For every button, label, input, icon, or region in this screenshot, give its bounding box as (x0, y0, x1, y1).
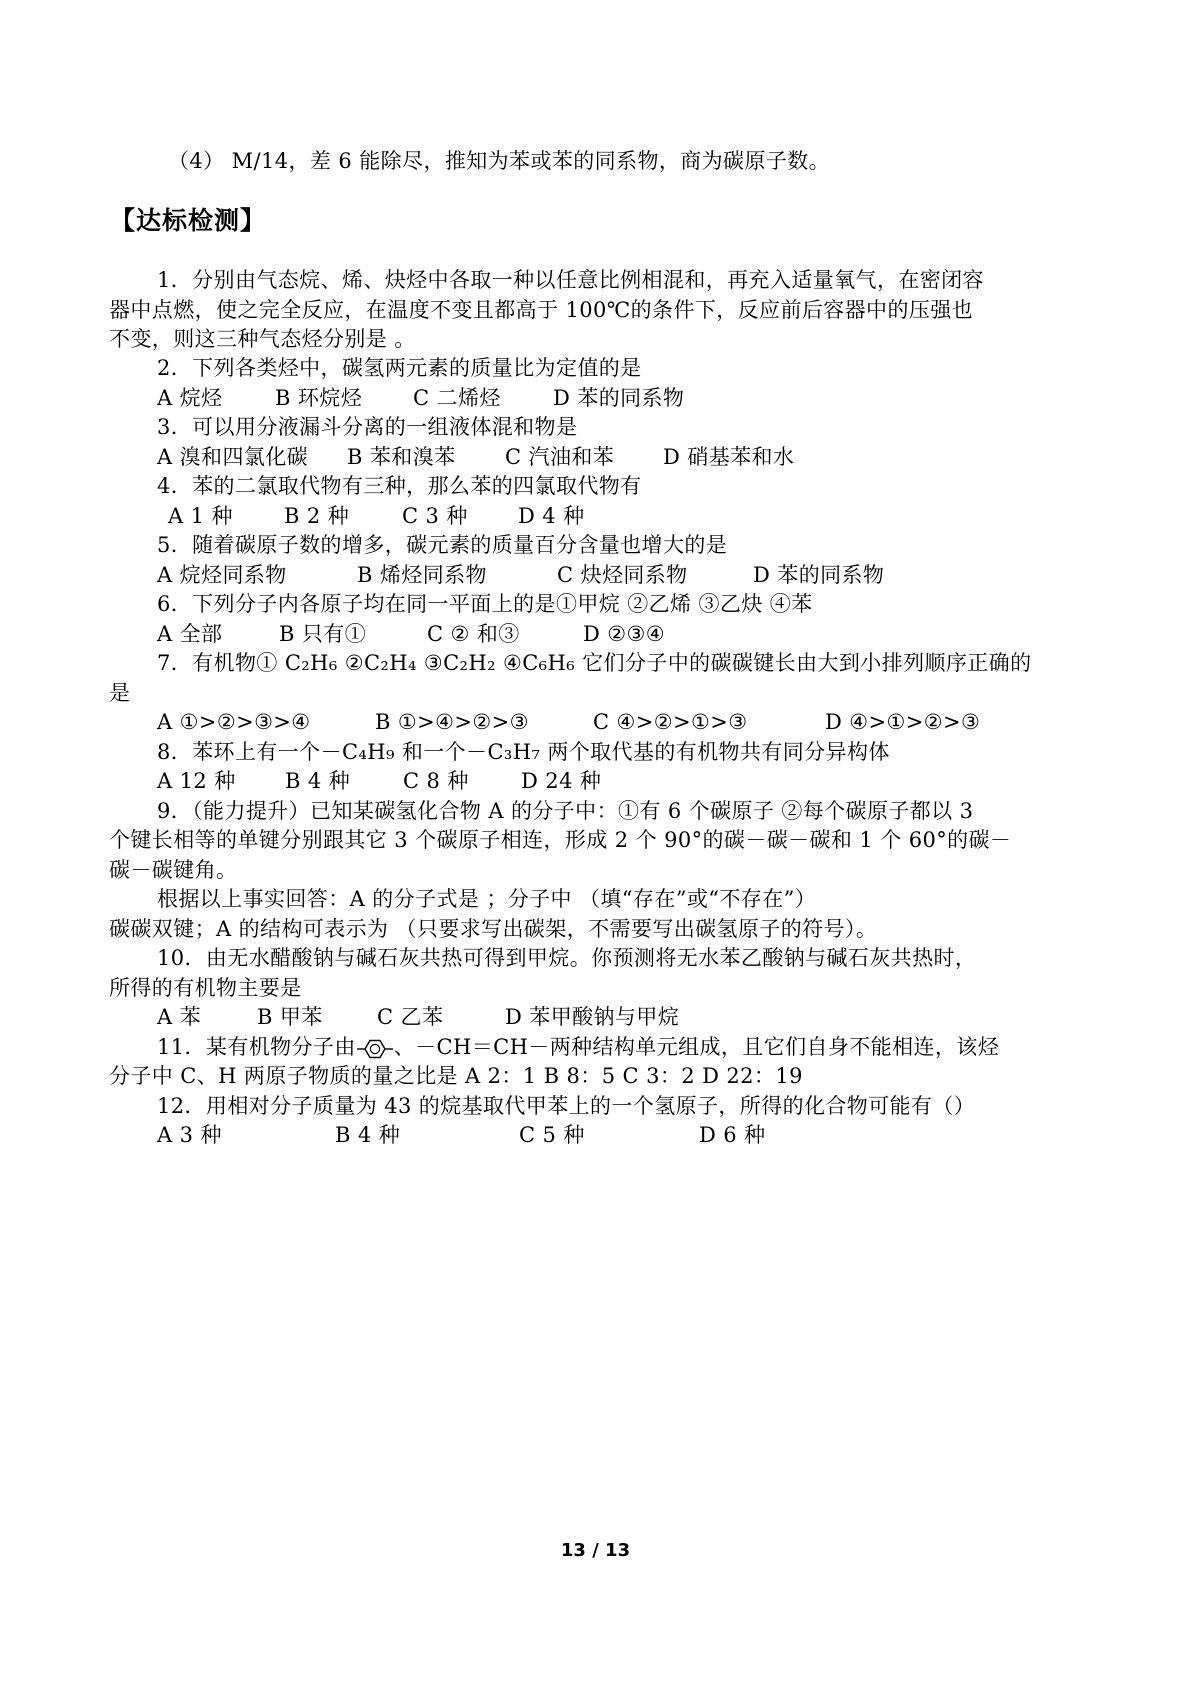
q3-option-c: C 汽油和苯 (505, 445, 615, 469)
q10-option-d: D 苯甲酸钠与甲烷 (505, 1005, 680, 1029)
q5-stem: 5．随着碳原子数的增多，碳元素的质量百分含量也增大的是 (157, 533, 728, 557)
q7-options (157, 709, 980, 735)
q10-options (157, 1004, 679, 1030)
q12-option-a: A 3 种 (157, 1123, 222, 1147)
q11-line2: 分子中 C、H 两原子物质的量之比是 A 2：1 B 8：5 C 3：2 D 22：19 (109, 1064, 803, 1088)
section-title: 【达标检测】 (110, 206, 267, 235)
q9-line3: 碳－碳键角。 (109, 858, 238, 882)
q2-stem: 2．下列各类烃中，碳氢两元素的质量比为定值的是 (157, 356, 642, 380)
q9-line1: 9．（能力提升）已知某碳氢化合物 A 的分子中：①有 6 个碳原子 ②每个碳原子都以 3 (157, 799, 974, 823)
q7-line2: 是 (109, 681, 131, 705)
q1-line2: 器中点燃，使之完全反应，在温度不变且都高于 100℃的条件下，反应前后容器中的压强也 (109, 298, 974, 322)
q11-line1-before: 11．某有机物分子由 (157, 1035, 356, 1059)
q2-option-b: B 环烷烃 (275, 386, 363, 410)
q1-line3: 不变，则这三种气态烃分别是 。 (109, 327, 416, 351)
q3-option-a: A 溴和四氯化碳 (157, 445, 309, 469)
q3-options (157, 444, 794, 470)
q6-option-b: B 只有① (279, 622, 367, 646)
q8-option-b: B 4 种 (285, 769, 351, 793)
q5-option-a: A 烷烃同系物 (157, 563, 287, 587)
q7-option-a: A ①>②>③>④ (157, 710, 311, 734)
q11-line1 (157, 1034, 999, 1061)
q8-options (157, 768, 601, 794)
q5-option-b: B 烯烃同系物 (357, 563, 487, 587)
q9-line2: 个键长相等的单键分别跟其它 3 个碳原子相连，形成 2 个 90°的碳－碳－碳和 1 个 60°的碳－ (109, 828, 1012, 852)
q4-option-b: B 2 种 (284, 504, 350, 528)
q11-line1-after: 、－CH＝CH－两种结构单元组成，且它们自身不能相连，该烃 (393, 1035, 1000, 1059)
q10-option-a: A 苯 (157, 1005, 202, 1029)
q12-option-d: D 6 种 (699, 1123, 766, 1147)
q5-option-c: C 炔烃同系物 (557, 563, 688, 587)
q10-line2: 所得的有机物主要是 (109, 976, 302, 1000)
q3-option-d: D 硝基苯和水 (663, 445, 795, 469)
q4-options (168, 503, 585, 529)
q2-option-d: D 苯的同系物 (553, 386, 685, 410)
q3-stem: 3．可以用分液漏斗分离的一组液体混和物是 (157, 415, 578, 439)
q3-option-b: B 苯和溴苯 (347, 445, 456, 469)
q7-option-d: D ④>①>②>③ (825, 710, 981, 734)
q2-option-a: A 烷烃 (157, 386, 223, 410)
q4-option-a: A 1 种 (168, 504, 233, 528)
previous-answer-4: （4） M/14，差 6 能除尽，推知为苯或苯的同系物，商为碳原子数。 (168, 149, 831, 173)
q4-stem: 4．苯的二氯取代物有三种，那么苯的四氯取代物有 (157, 474, 642, 498)
q6-options (157, 621, 665, 647)
q8-option-a: A 12 种 (157, 769, 236, 793)
q2-option-c: C 二烯烃 (413, 386, 501, 410)
q6-option-d: D ②③④ (583, 622, 665, 646)
q8-stem: 8．苯环上有一个－C₄H₉ 和一个－C₃H₇ 两个取代基的有机物共有同分异构体 (157, 740, 890, 764)
benzene-ring-icon (357, 1037, 393, 1061)
q4-option-c: C 3 种 (402, 504, 468, 528)
q1-line1: 1．分别由气态烷、烯、炔烃中各取一种以任意比例相混和，再充入适量氧气，在密闭容 (157, 268, 984, 292)
q2-options (157, 385, 684, 411)
q10-line1: 10．由无水醋酸钠与碱石灰共热可得到甲烷。你预测将无水苯乙酸钠与碱石灰共热时， (157, 946, 977, 970)
q9-line4: 根据以上事实回答：A 的分子式是 ；分子中 （填“存在”或“不存在”） (157, 887, 817, 911)
q7-option-c: C ④>②>①>③ (593, 710, 748, 734)
q10-option-b: B 甲苯 (257, 1005, 323, 1029)
page-number: 13 / 13 (560, 1540, 631, 1561)
q6-stem: 6．下列分子内各原子均在同一平面上的是①甲烷 ②乙烯 ③乙炔 ④苯 (157, 592, 813, 616)
q12-stem: 12．用相对分子质量为 43 的烷基取代甲苯上的一个氢原子，所得的化合物可能有（） (157, 1094, 976, 1118)
q7-option-b: B ①>④>②>③ (375, 710, 529, 734)
q7-line1: 7．有机物① C₂H₆ ②C₂H₄ ③C₂H₂ ④C₆H₆ 它们分子中的碳碳键长由大到小排列顺序正确的 (157, 651, 1032, 675)
q10-option-c: C 乙苯 (377, 1005, 444, 1029)
q5-options (157, 562, 884, 588)
q9-line5: 碳碳双键；A 的结构可表示为 （只要求写出碳架，不需要写出碳氢原子的符号）。 (109, 917, 878, 941)
q12-options (157, 1122, 766, 1148)
q4-option-d: D 4 种 (518, 504, 585, 528)
q5-option-d: D 苯的同系物 (753, 563, 885, 587)
q8-option-d: D 24 种 (521, 769, 602, 793)
q12-option-b: B 4 种 (335, 1123, 401, 1147)
q12-option-c: C 5 种 (519, 1123, 585, 1147)
q8-option-c: C 8 种 (403, 769, 469, 793)
q6-option-a: A 全部 (157, 622, 223, 646)
q6-option-c: C ② 和③ (427, 622, 520, 646)
